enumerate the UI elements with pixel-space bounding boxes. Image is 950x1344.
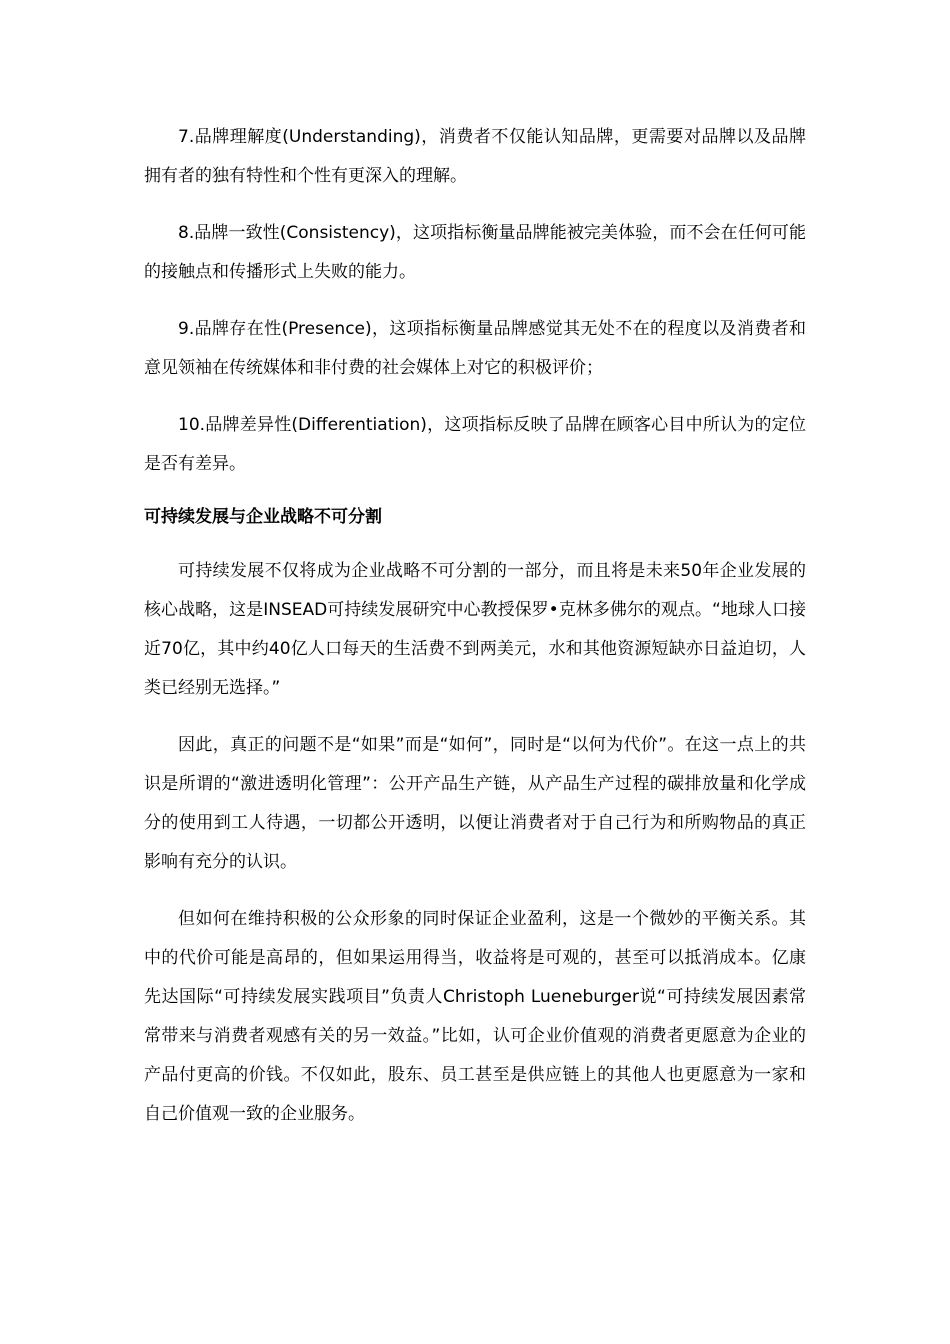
paragraph-radical-transparency: 因此，真正的问题不是“如果”而是“如何”，同时是“以何为代价”。在这一点上的共识是所谓的“激进透明化管理”：公开产品生产链，从产品生产过程的碳排放量和化学成分的使用到工人待遇，一切都公开透明，以便让消费者对于自己行为和所购物品的真正影响有充分的认识。 — [144, 735, 806, 872]
paragraph-profit-balance: 但如何在维持积极的公众形象的同时保证企业盈利，这是一个微妙的平衡关系。其中的代价可能是高昂的，但如果运用得当，收益将是可观的，甚至可以抵消成本。亿康先达国际“可持续发展实践项目”负责人Christoph Lueneburger说“可持续发展因素常常带来与消费者观感有关的另一效益。”比如，认可企业价值观的消费者更愿意为企业的产品付更高的价钱。不仅如此，股东、员工甚至是供应链上的其他人也更愿意为一家和自己价值观一致的企业服务。 — [144, 909, 806, 1124]
paragraph-brand-understanding: 7.品牌理解度(Understanding)，消费者不仅能认知品牌，更需要对品牌以及品牌拥有者的独有特性和个性有更深入的理解。 — [144, 127, 806, 186]
paragraph-brand-presence: 9.品牌存在性(Presence)，这项指标衡量品牌感觉其无处不在的程度以及消费者和意见领袖在传统媒体和非付费的社会媒体上对它的积极评价； — [144, 319, 806, 378]
paragraph-brand-differentiation: 10.品牌差异性(Differentiation)，这项指标反映了品牌在顾客心目中所认为的定位是否有差异。 — [144, 415, 806, 474]
document-body — [144, 118, 806, 1152]
paragraph-sustainability-strategy: 可持续发展不仅将成为企业战略不可分割的一部分，而且将是未来50年企业发展的核心战略，这是INSEAD可持续发展研究中心教授保罗•克林多佛尔的观点。“地球人口接近70亿，其中约40亿人口每天的生活费不到两美元，水和其他资源短缺亦日益迫切，人类已经别无选择。” — [144, 561, 806, 698]
section-heading: 可持续发展与企业战略不可分割 — [144, 507, 382, 527]
paragraph-brand-consistency: 8.品牌一致性(Consistency)，这项指标衡量品牌能被完美体验，而不会在任何可能的接触点和传播形式上失败的能力。 — [144, 223, 806, 282]
